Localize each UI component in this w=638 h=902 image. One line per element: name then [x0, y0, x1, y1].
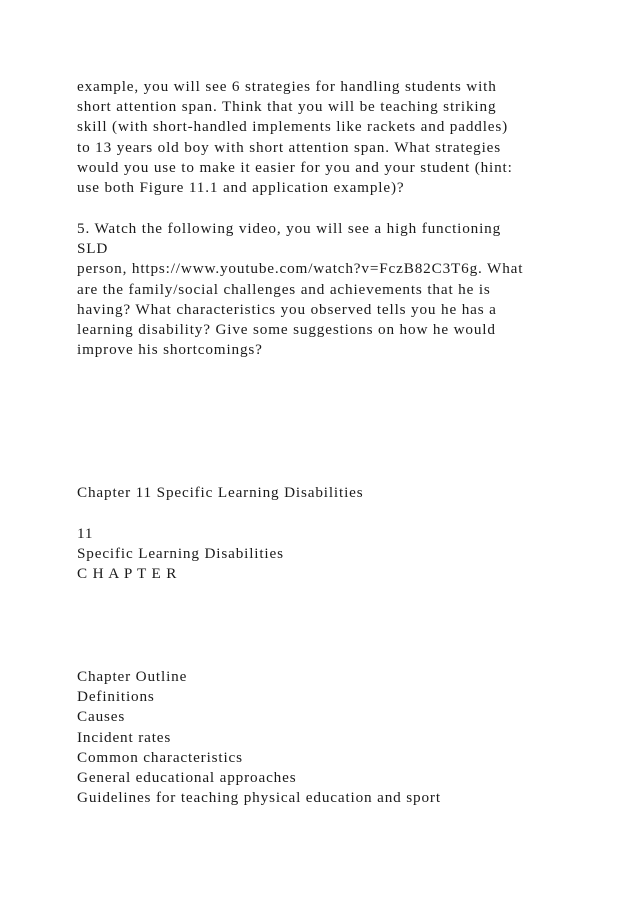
outline-item: Causes [77, 708, 126, 726]
chapter-name: Specific Learning Disabilities [77, 545, 284, 563]
outline-item: General educational approaches [77, 768, 297, 786]
text-line: 5. Watch the following video, you will see a high functioning [77, 220, 502, 237]
chapter-number: 11 [77, 525, 94, 542]
text-line: are the family/social challenges and achievements that he is [77, 280, 491, 298]
text-line: to 13 years old boy with short attention span. What strategies [77, 138, 502, 156]
outline-item: Guidelines for teaching physical education and sport [77, 789, 441, 807]
text-line: improve his shortcomings? [77, 341, 263, 359]
chapter-label: C H A P T E R [77, 565, 178, 583]
text-line: example, you will see 6 strategies for handling students with [77, 78, 497, 95]
text-line: short attention span. Think that you will be teaching striking [77, 98, 497, 116]
outline-item: Incident rates [77, 728, 172, 746]
text-line: SLD [77, 240, 109, 258]
outline-item: Common characteristics [77, 748, 243, 766]
text-line: skill (with short-handled implements like rackets and paddles) [77, 118, 509, 136]
question-5 [77, 219, 637, 360]
text-line: would you use to make it easier for you and your student (hint: [77, 158, 513, 176]
chapter-title [77, 483, 637, 503]
text-line: having? What characteristics you observed tells you he has a [77, 300, 497, 318]
text-line: person, https://www.youtube.com/watch?v=FczB82C3T6g. What [77, 260, 524, 278]
chapter-heading [77, 524, 637, 585]
text-line: use both Figure 11.1 and application example)? [77, 178, 405, 196]
text-line: learning disability? Give some suggestions on how he would [77, 320, 496, 338]
question-4-continuation [77, 77, 637, 198]
chapter-title-text: Chapter 11 Specific Learning Disabilities [77, 484, 364, 501]
outline-item: Definitions [77, 688, 155, 706]
outline-heading: Chapter Outline [77, 668, 188, 685]
chapter-outline [77, 667, 637, 808]
